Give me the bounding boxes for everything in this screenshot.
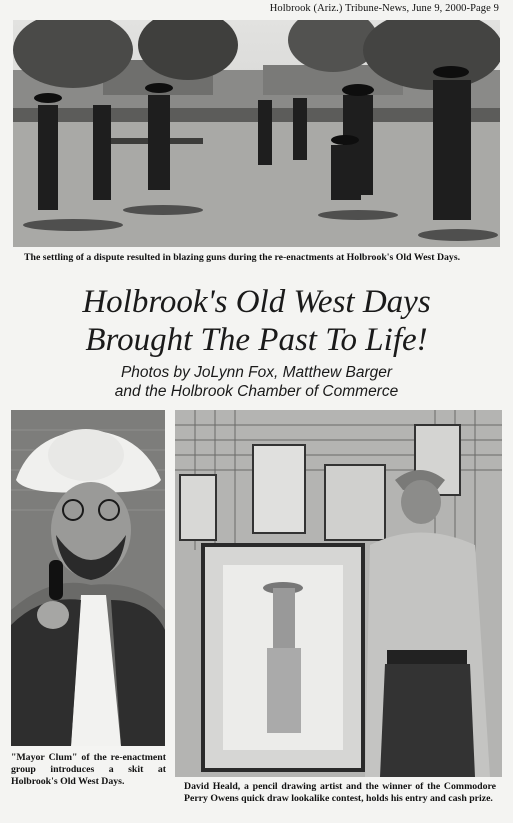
mayor-clum-caption: "Mayor Clum" of the re-enactment group introduces a skit at Holbrook's Old West Days. (11, 752, 166, 787)
mayor-clum-photo (11, 410, 165, 746)
headline-line-1: Holbrook's Old West Days (82, 284, 431, 320)
david-heald-photo (175, 410, 502, 777)
headline-line-2: Brought The Past To Life! (85, 322, 428, 358)
gunfight-photo (13, 20, 500, 247)
photo-credits-line-2: and the Holbrook Chamber of Commerce (114, 383, 399, 400)
gunfight-photo-caption: The settling of a dispute resulted in blazing guns during the re-enactments at Holbrook's Old West Days. (24, 252, 461, 263)
running-head: Holbrook (Ariz.) Tribune-News, June 9, 2000-Page 9 (269, 3, 499, 14)
photo-credits-line-1: Photos by JoLynn Fox, Matthew Barger (120, 364, 393, 381)
david-heald-caption: David Heald, a pencil drawing artist and the winner of the Commodore Perry Owens quick draw lookalike contest, holds his entry and cash prize. (184, 781, 496, 804)
